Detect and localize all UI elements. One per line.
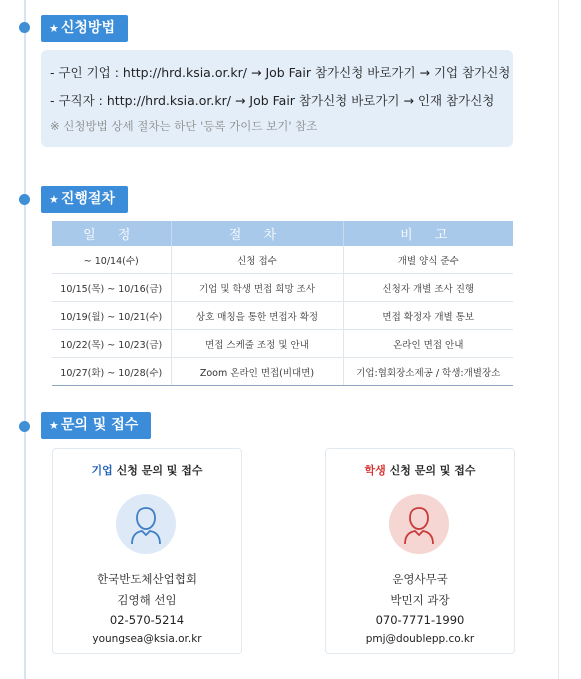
schedule-cell: 10/19(월) ~ 10/21(수) — [52, 302, 171, 330]
remarks-cell: 신청자 개별 조사 진행 — [343, 274, 513, 302]
timeline-dot — [19, 421, 30, 432]
contact-phone: 02-570-5214 — [109, 613, 185, 627]
remarks-cell: 면접 확정자 개별 통보 — [343, 302, 513, 330]
table-row — [52, 246, 513, 274]
procedure-cell: 신청 접수 — [171, 246, 343, 274]
timeline-dot — [19, 194, 30, 205]
section-badge-contact — [41, 412, 151, 439]
procedure-cell: 기업 및 학생 면접 희망 조사 — [171, 274, 343, 302]
person-icon — [389, 494, 449, 554]
procedure-cell: 면접 스케줄 조정 및 안내 — [171, 330, 343, 358]
section-badge-process — [41, 186, 128, 213]
contact-person: 박민지 과장 — [390, 593, 450, 607]
schedule-cell: 10/15(목) ~ 10/16(금) — [52, 274, 171, 302]
guide-note: ※ 신청방법 상세 절차는 하단 '등록 가이드 보기' 참조 — [50, 119, 318, 133]
table-row — [52, 274, 513, 302]
timeline-line — [24, 0, 26, 679]
remarks-cell: 온라인 면접 안내 — [343, 330, 513, 358]
contact-email: pmj@doublepp.co.kr — [365, 633, 475, 645]
section-title: 문의 및 접수 — [60, 417, 139, 433]
schedule-cell: 10/22(목) ~ 10/23(금) — [52, 330, 171, 358]
contact-organization: 운영사무국 — [392, 572, 448, 586]
section-badge-how — [41, 15, 128, 42]
company-apply-line: - 구인 기업 : http://hrd.ksia.or.kr/ → Job Fair 참가신청 바로가기 → 기업 참가신청 — [50, 65, 511, 80]
how-to-apply-box — [41, 50, 513, 147]
column-header-remarks: 비 고 — [343, 221, 513, 246]
section-title: 진행절차 — [60, 191, 115, 207]
person-icon — [116, 494, 176, 554]
table-row — [52, 302, 513, 330]
card-title-rest: 신청 문의 및 접수 — [385, 464, 476, 477]
contact-organization: 한국반도체산업협회 — [97, 572, 197, 586]
process-table — [52, 221, 513, 386]
jobseeker-apply-line: - 구직자 : http://hrd.ksia.or.kr/ → Job Fair 참가신청 바로가기 → 인재 참가신청 — [50, 93, 495, 108]
page-right-border — [558, 0, 559, 679]
star-icon: ★ — [49, 193, 59, 206]
card-title — [326, 462, 514, 478]
remarks-cell: 개별 양식 준수 — [343, 246, 513, 274]
student-contact-card — [325, 448, 515, 654]
schedule-cell: ~ 10/14(수) — [52, 246, 171, 274]
contact-email: youngsea@ksia.or.kr — [92, 633, 202, 645]
star-icon: ★ — [49, 22, 59, 35]
remarks-cell: 기업:협회장소제공 / 학생:개별장소 — [343, 358, 513, 386]
company-contact-card — [52, 448, 242, 654]
table-row — [52, 358, 513, 386]
contact-phone: 070-7771-1990 — [375, 613, 465, 627]
section-title: 신청방법 — [60, 20, 115, 36]
procedure-cell: 상호 매칭을 통한 면접자 확정 — [171, 302, 343, 330]
column-header-procedure: 절 차 — [171, 221, 343, 246]
card-title — [53, 462, 241, 478]
procedure-cell: Zoom 온라인 면접(비대면) — [171, 358, 343, 386]
table-row — [52, 330, 513, 358]
star-icon: ★ — [49, 419, 59, 432]
card-title-highlight: 학생 — [364, 464, 386, 477]
timeline-dot — [19, 22, 30, 33]
contact-person: 김영해 선임 — [117, 593, 177, 607]
schedule-cell: 10/27(화) ~ 10/28(수) — [52, 358, 171, 386]
column-header-schedule: 일 정 — [52, 221, 171, 246]
card-title-rest: 신청 문의 및 접수 — [112, 464, 203, 477]
card-title-highlight: 기업 — [91, 464, 113, 477]
